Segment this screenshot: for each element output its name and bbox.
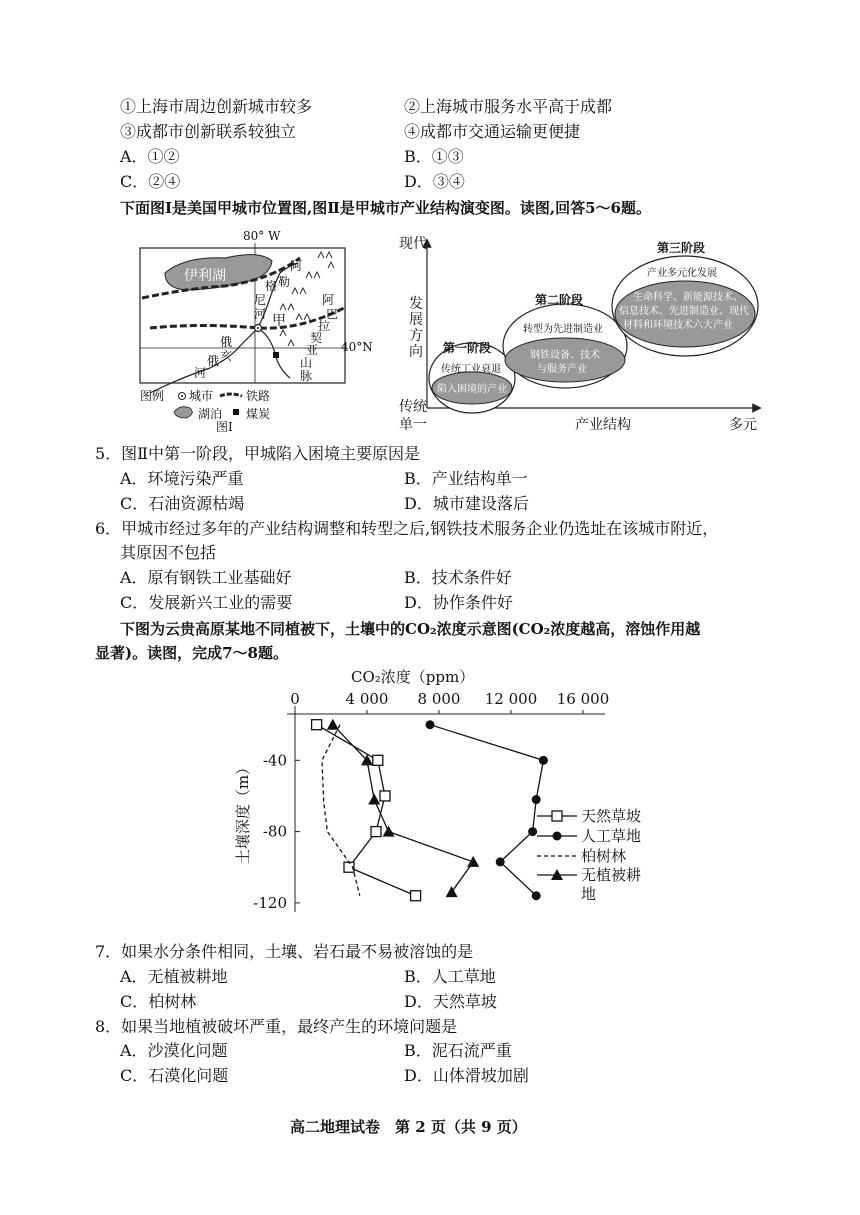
x-tick-label: 4 000 xyxy=(345,690,389,708)
figure-1-caption: 图Ⅰ xyxy=(216,420,233,434)
data-point-square xyxy=(380,791,390,801)
river-char-8: 俄 xyxy=(207,354,220,368)
stage-1 xyxy=(429,340,515,413)
data-point-circle xyxy=(532,795,541,804)
q5-option-d: D．城市建设落后 xyxy=(404,494,529,513)
q4-statement-2: ②上海城市服务水平高于成都 xyxy=(404,97,613,116)
stage-3 xyxy=(612,240,758,356)
mountain-char-1: 阿 xyxy=(322,293,335,307)
data-point-square xyxy=(411,891,421,901)
legend-label: 柏树林 xyxy=(581,847,627,865)
x-mid-label: 产业结构 xyxy=(575,417,631,433)
x-tick-label: 8 000 xyxy=(417,690,461,708)
data-point-triangle xyxy=(467,856,479,867)
intro-5-6: 下面图Ⅰ是美国甲城市位置图,图Ⅱ是甲城市产业结构演变图。读图,回答5～6题。 xyxy=(120,199,651,217)
data-point-triangle xyxy=(368,794,380,805)
y-bottom-label: 传统 xyxy=(399,399,427,415)
figure-2-chart xyxy=(395,228,765,438)
y-axis-label: 土壤深度（m） xyxy=(234,759,252,865)
river-char-6: 俄 xyxy=(220,335,233,349)
q7-option-d: D．天然草坡 xyxy=(404,992,497,1011)
q4-option-b: B．①③ xyxy=(404,147,464,166)
q8-option-c: C．石漠化问题 xyxy=(120,1066,229,1085)
stage-1-title: 第一阶段 xyxy=(443,341,492,355)
x-left-label: 单一 xyxy=(399,417,427,433)
mountain-char-7: 脉 xyxy=(300,369,313,383)
mountain-char-4: 契 xyxy=(310,331,323,345)
data-point-circle xyxy=(539,756,548,765)
stage-3-line-4: 材料和环境技术六大产业 xyxy=(623,320,733,331)
lat-label: 40°N xyxy=(341,340,373,354)
mountain-char-3: 拉 xyxy=(318,319,331,333)
y-tick-label: -80 xyxy=(262,822,287,841)
legend-coal-icon xyxy=(233,409,239,415)
intro-7-8-line-2: 显著)。读图，完成7～8题。 xyxy=(95,644,288,662)
series-line xyxy=(430,725,543,896)
legend-label: 天然草坡 xyxy=(581,807,642,825)
stage-2-line-1: 转型为先进制造业 xyxy=(523,324,603,335)
stage-1-line-1: 传统工业衰退 xyxy=(441,364,501,375)
y-top-label: 现代 xyxy=(399,236,427,252)
data-point-circle xyxy=(528,827,537,836)
data-point-triangle xyxy=(446,886,458,897)
q7-option-a: A．无植被耕地 xyxy=(120,967,228,986)
stage-2 xyxy=(503,292,627,388)
data-point-square xyxy=(552,811,562,821)
intro-7-8-line-1: 下图为云贵高原某地不同植被下，土壤中的CO₂浓度示意图(CO₂浓度越高，溶蚀作用越 xyxy=(120,620,701,638)
legend-coal: 煤炭 xyxy=(246,407,271,421)
stage-1-line-2: 陷入困境的产业 xyxy=(437,384,507,395)
chart-title: CO₂浓度（ppm） xyxy=(351,668,475,686)
data-point-square xyxy=(371,827,381,837)
data-point-circle xyxy=(532,891,541,900)
data-point-triangle xyxy=(327,719,339,730)
x-right-label: 多元 xyxy=(729,417,757,433)
mountain-char-5: 亚 xyxy=(306,343,319,357)
city-jia-label: 甲 xyxy=(272,313,286,329)
legend-label: 人工草地 xyxy=(581,827,642,845)
legend-lake-icon xyxy=(174,407,192,418)
q4-option-a: A．①② xyxy=(120,147,180,166)
q6-stem-2: 其原因不包括 xyxy=(120,543,217,562)
legend-city: 城市 xyxy=(189,389,214,403)
data-point-circle xyxy=(553,832,562,841)
q7-option-b: B．人工草地 xyxy=(404,967,496,986)
q8-option-a: A．沙漠化问题 xyxy=(120,1041,228,1060)
stage-3-line-2: 生命科学、新能源技术、 xyxy=(633,292,743,303)
series-square xyxy=(312,720,421,901)
x-tick-label: 12 000 xyxy=(484,690,538,708)
x-tick-label: 16 000 xyxy=(556,690,610,708)
q7-option-c: C．柏树林 xyxy=(120,992,197,1011)
figure-1-map xyxy=(130,228,373,434)
y-mid-3: 方 xyxy=(409,328,423,344)
q4-statement-1: ①上海市周边创新城市较多 xyxy=(120,97,313,116)
mountain-char-6: 山 xyxy=(300,356,313,370)
stage-2-title: 第二阶段 xyxy=(535,293,584,307)
legend-rail-icon xyxy=(220,394,242,396)
legend-rail: 铁路 xyxy=(246,389,271,403)
page-footer: 高二地理试卷 第 2 页（共 9 页） xyxy=(290,1118,527,1136)
data-point-square xyxy=(373,755,383,765)
q5-option-b: B．产业结构单一 xyxy=(404,469,528,488)
q6-option-d: D．协作条件好 xyxy=(404,593,513,612)
river-char-4: 尼 xyxy=(254,293,267,307)
stage-3-line-3: 信息技术、先进制造业、现代 xyxy=(619,306,749,317)
data-point-circle xyxy=(496,857,505,866)
lon-label: 80° W xyxy=(243,229,281,243)
data-point-circle xyxy=(426,720,435,729)
q8-option-d: D．山体滑坡加剧 xyxy=(404,1066,529,1085)
q4-option-c: C．②④ xyxy=(120,172,181,191)
q7-stem: 7．如果水分条件相同，土壤、岩石最不易被溶蚀的是 xyxy=(95,942,474,961)
co2-chart xyxy=(225,662,685,920)
legend-title: 图例 xyxy=(140,389,165,403)
q4-statement-3: ③成都市创新联系较独立 xyxy=(120,122,297,141)
q5-option-a: A．环境污染严重 xyxy=(120,469,244,488)
y-mid-4: 向 xyxy=(409,344,423,360)
river-char-7: 亥 xyxy=(220,349,233,363)
legend-lake: 湖泊 xyxy=(198,407,223,421)
stage-2-line-2: 钢铁设备、技术 xyxy=(530,350,600,361)
railway-2 xyxy=(150,308,344,328)
series-line xyxy=(317,725,416,896)
y-mid-2: 展 xyxy=(409,312,423,328)
q6-stem-1: 6．甲城市经过多年的产业结构调整和转型之后,钢铁技术服务企业仍选址在该城市附近， xyxy=(95,519,719,538)
stage-2-line-3: 与服务产业 xyxy=(537,364,587,375)
stage-3-title: 第三阶段 xyxy=(657,241,706,255)
q8-stem: 8．如果当地植被破坏严重，最终产生的环境问题是 xyxy=(95,1017,458,1036)
q8-option-b: B．泥石流严重 xyxy=(404,1041,512,1060)
coal-marker xyxy=(273,352,279,358)
y-mid-1: 发 xyxy=(409,296,423,312)
y-tick-label: -120 xyxy=(253,893,287,912)
y-tick-label: -40 xyxy=(262,751,287,770)
q6-option-b: B．技术条件好 xyxy=(404,568,512,587)
legend-label: 无植被耕 xyxy=(581,866,642,884)
x-tick-label: 0 xyxy=(290,690,300,708)
river-char-9: 河 xyxy=(194,366,207,380)
q5-option-c: C．石油资源枯竭 xyxy=(120,494,245,513)
mountain-char-2: 巴 xyxy=(326,307,339,321)
stage-3-line-1: 产业多元化发展 xyxy=(647,268,717,279)
lake-label: 伊利湖 xyxy=(184,268,226,284)
legend-label-cont: 地 xyxy=(581,885,597,903)
q5-stem: 5．图Ⅱ中第一阶段，甲城陷入困境主要原因是 xyxy=(95,444,421,463)
river-char-1: 阿 xyxy=(290,259,303,273)
river-char-2: 勒 xyxy=(278,275,291,289)
series-circle xyxy=(426,720,548,900)
river-char-3: 格 xyxy=(265,279,278,293)
data-point-square xyxy=(312,720,322,730)
q4-statement-4: ④成都市交通运输更便捷 xyxy=(404,122,581,141)
q6-option-a: A．原有钢铁工业基础好 xyxy=(120,568,292,587)
q6-option-c: C．发展新兴工业的需要 xyxy=(120,593,293,612)
data-point-triangle xyxy=(383,826,395,837)
river-char-5: 河 xyxy=(254,307,267,321)
q4-option-d: D．③④ xyxy=(404,172,465,191)
